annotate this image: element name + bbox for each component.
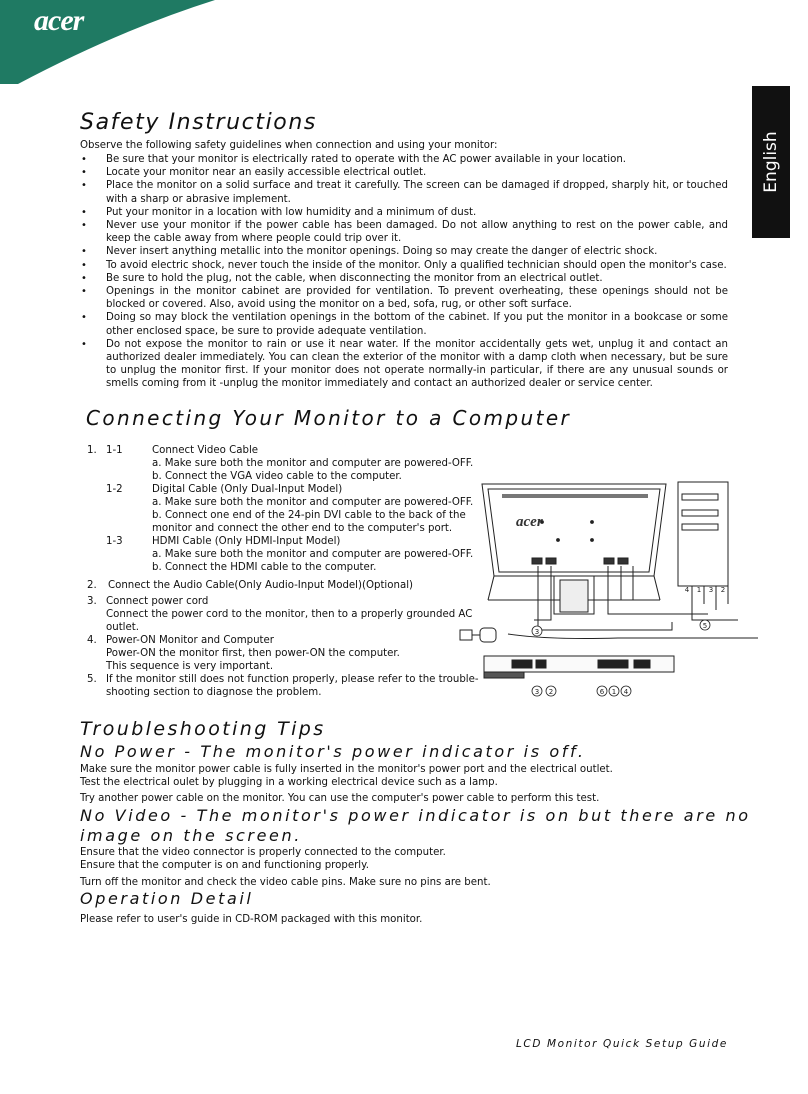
acer-logo: acer: [34, 4, 84, 37]
step-text: a. Make sure both the monitor and computer are powered-OFF.: [152, 497, 474, 508]
marker-label: 4: [684, 586, 690, 594]
step-text: b. Connect one end of the 24-pin DVI cable to the back of the: [152, 510, 466, 521]
pc-tower: [678, 482, 738, 620]
step-number: 1-1: [106, 445, 123, 456]
no-video-text: Ensure that the computer is on and functioning properly.: [80, 860, 369, 871]
safety-item: • Doing so may block the ventilation openings in the bottom of the cabinet. If you put the monitor in a bookcase or some other enclosed space, be sure to provide adequate ventilation.: [80, 311, 728, 337]
safety-item: • Openings in the monitor cabinet are provided for ventilation. To prevent overheating, these openings should not be blocked or covered. Also, avoid using the monitor on a bed, sofa, rug, or other soft surface.: [80, 285, 728, 311]
safety-item: • Never use your monitor if the power cable has been damaged. Do not allow anything to rest on the power cable, and keep the cable away from where people could trip over it.: [80, 219, 728, 245]
marker-label: 3: [534, 628, 540, 636]
step-number: 5.: [87, 674, 97, 685]
marker-label: 2: [720, 586, 726, 594]
no-power-text: Test the electrical oulet by plugging in a working electrical device such as a lamp.: [80, 777, 498, 788]
step-text: monitor and connect the other end to the computer's port.: [152, 523, 453, 534]
safety-item: • Do not expose the monitor to rain or use it near water. If the monitor accidentally gets wet, unplug it and contact an authorized dealer immediately. You can clean the exterior of the monitor with a damp cloth when necessary, but be sure to unplug the monitor first. If your monitor does not operate normally-in particular, if there are any unusual sounds or smells coming from it -unplug the monitor immediately and contact an authorized dealer or service center.: [80, 338, 728, 391]
cables: [508, 566, 758, 639]
step-text: a. Make sure both the monitor and computer are powered-OFF.: [152, 549, 474, 560]
monitor-logo: acer: [516, 514, 543, 530]
no-power-text: Try another power cable on the monitor. You can use the computer's power cable to perform this test.: [80, 793, 600, 804]
safety-title: Safety Instructions: [80, 110, 317, 135]
operation-text: Please refer to user's guide in CD-ROM packaged with this monitor.: [80, 914, 423, 925]
marker-label: 3: [534, 688, 540, 696]
step-title: HDMI Cable (Only HDMI-Input Model): [152, 536, 341, 547]
safety-intro: Observe the following safety guidelines when connection and using your monitor:: [80, 140, 498, 151]
step-number: 2.: [87, 580, 97, 591]
step-text: b. Connect the HDMI cable to the computer.: [152, 562, 377, 573]
no-video-heading-cont: image on the screen.: [80, 826, 302, 845]
safety-item: • Place the monitor on a solid surface and treat it carefully. The screen can be damaged if dropped, sharply hit, or touched with a sharp or abrasive implement.: [80, 179, 728, 205]
marker-label: 6: [599, 688, 605, 696]
step-title: Connect Video Cable: [152, 445, 259, 456]
marker-label: 1: [696, 586, 702, 594]
no-power-text: Make sure the monitor power cable is fully inserted in the monitor's power port and the electrical outlet.: [80, 764, 613, 775]
monitor-back: [482, 484, 666, 614]
safety-item: • Be sure that your monitor is electrically rated to operate with the AC power available in your location.: [80, 153, 728, 166]
power-plug: [460, 628, 496, 642]
step-title: Connect the Audio Cable(Only Audio-Input Model)(Optional): [108, 580, 414, 591]
step-text: a. Make sure both the monitor and computer are powered-OFF.: [152, 458, 474, 469]
no-power-heading: No Power - The monitor's power indicator is off.: [80, 742, 586, 761]
step-text: This sequence is very important.: [106, 661, 274, 672]
safety-list: [80, 153, 728, 391]
safety-item: • Locate your monitor near an easily accessible electrical outlet.: [80, 166, 728, 179]
safety-item: • Never insert anything metallic into the monitor openings. Doing so may create the danger of electric shock.: [80, 245, 728, 258]
safety-item: • Be sure to hold the plug, not the cable, when disconnecting the monitor from an electrical outlet.: [80, 272, 728, 285]
operation-heading: Operation Detail: [80, 889, 254, 908]
connector-panel: [484, 656, 674, 678]
step-title: Connect power cord: [106, 596, 209, 607]
language-label: English: [761, 131, 781, 193]
step-number: 3.: [87, 596, 97, 607]
step-text: Connect the power cord to the monitor, then to a properly grounded AC: [106, 609, 473, 620]
connecting-title: Connecting Your Monitor to a Computer: [86, 406, 572, 430]
marker-label: 2: [548, 688, 554, 696]
marker-label: 3: [708, 586, 714, 594]
acer-logo-band: [0, 0, 230, 84]
no-video-heading: No Video - The monitor's power indicator is on but there are no: [80, 806, 751, 825]
step-text: shooting section to diagnose the problem.: [106, 687, 322, 698]
step-number: 1-2: [106, 484, 123, 495]
safety-item: • To avoid electric shock, never touch the inside of the monitor. Only a qualified technician should open the monitor's case.: [80, 259, 728, 272]
no-video-text: Turn off the monitor and check the video cable pins. Make sure no pins are bent.: [80, 877, 491, 888]
marker-label: 4: [623, 688, 629, 696]
step-number: 4.: [87, 635, 97, 646]
step-title: Digital Cable (Only Dual-Input Model): [152, 484, 343, 495]
marker-label: 1: [611, 688, 617, 696]
step-text: Power-ON the monitor first, then power-ON the computer.: [106, 648, 400, 659]
step-title: Power-ON Monitor and Computer: [106, 635, 274, 646]
step-text: outlet.: [106, 622, 140, 633]
footer-guide-title: LCD Monitor Quick Setup Guide: [515, 1038, 728, 1050]
step-number: 1.: [87, 445, 97, 456]
language-tab: [752, 86, 790, 238]
step-text: If the monitor still does not function properly, please refer to the trouble-: [106, 674, 479, 685]
troubleshooting-title: Troubleshooting Tips: [80, 718, 326, 740]
no-video-text: Ensure that the video connector is properly connected to the computer.: [80, 847, 446, 858]
step-number: 1-3: [106, 536, 123, 547]
step-text: b. Connect the VGA video cable to the computer.: [152, 471, 402, 482]
safety-item: • Put your monitor in a location with low humidity and a minimum of dust.: [80, 206, 728, 219]
marker-label: 5: [702, 622, 708, 630]
connection-diagram: [458, 480, 758, 700]
